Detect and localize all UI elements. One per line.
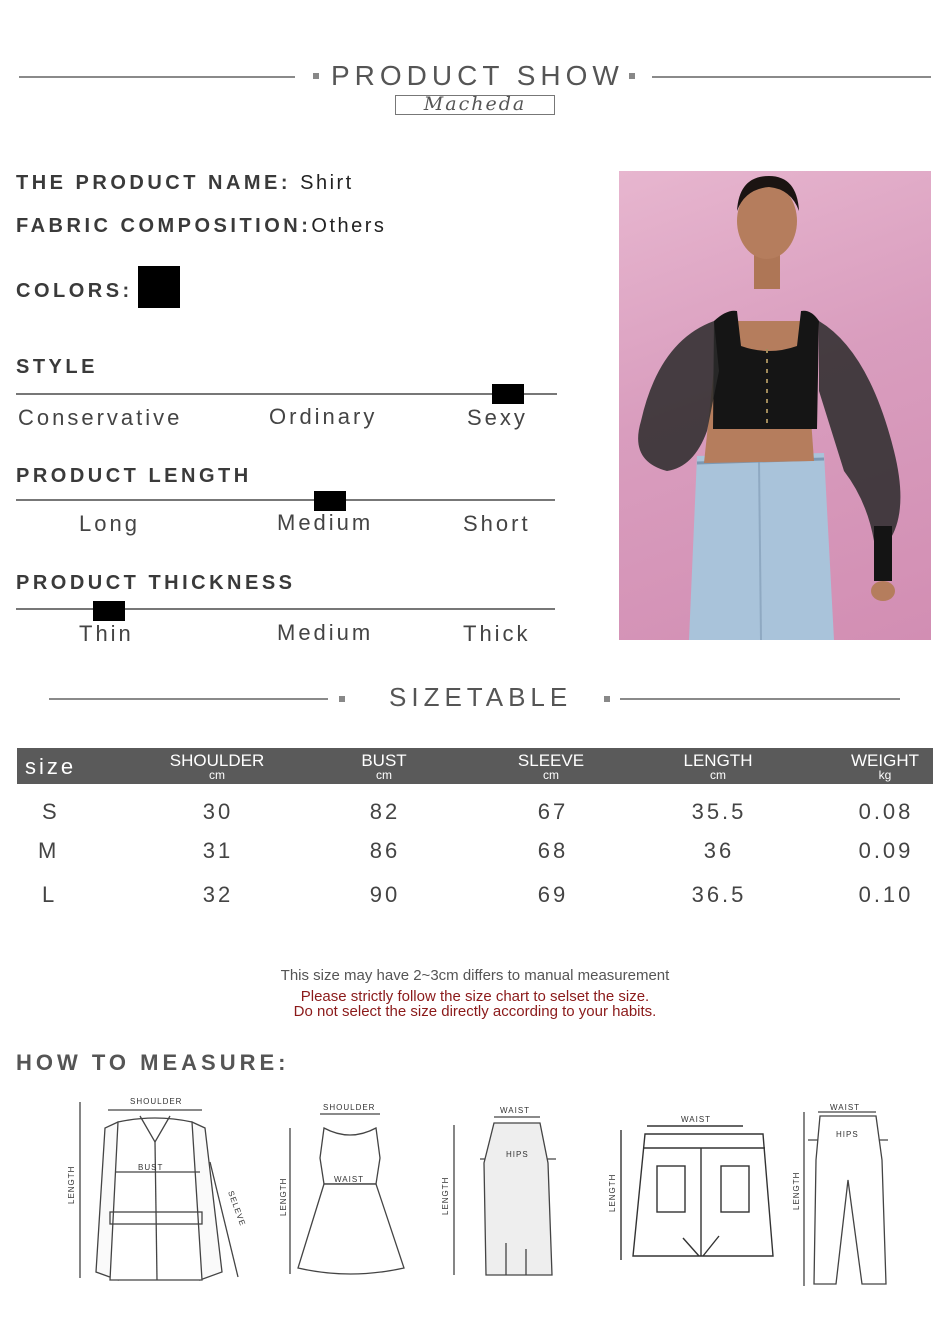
size-table-header <box>17 748 933 784</box>
jacket-shoulder-label: SHOULDER <box>130 1097 183 1106</box>
table-cell: 31 <box>202 838 234 863</box>
measurement-note: This size may have 2~3cm differs to manual measurement <box>280 967 670 984</box>
column-shoulder-name: SHOULDER <box>169 751 265 770</box>
product-name-label: THE PRODUCT NAME: <box>16 172 292 194</box>
product-photo[interactable] <box>619 171 931 640</box>
table-cell: 68 <box>537 838 569 863</box>
dress-diagram <box>276 1098 411 1280</box>
shorts-length-label: LENGTH <box>608 1173 617 1212</box>
style-option-conservative: Conservative <box>18 405 183 430</box>
column-sleeve-unit: cm <box>543 768 559 782</box>
table-cell: 36.5 <box>691 882 747 907</box>
column-bust <box>324 752 444 781</box>
product-name-row <box>16 172 354 195</box>
style-option-sexy: Sexy <box>467 405 528 430</box>
header-rule-left <box>19 76 295 78</box>
column-weight-name: WEIGHT <box>851 751 919 770</box>
dress-shoulder-label: SHOULDER <box>323 1103 376 1112</box>
shorts-diagram <box>603 1108 778 1268</box>
table-cell: 90 <box>369 882 401 907</box>
header-dot-left <box>313 73 319 79</box>
sizetable-rule-left <box>49 698 328 700</box>
thickness-scale-marker <box>93 601 125 621</box>
style-scale-track <box>16 393 557 395</box>
column-weight-unit: kg <box>878 768 892 782</box>
length-option-long: Long <box>79 511 140 536</box>
jacket-sleeve-label: SELEVE <box>226 1189 248 1228</box>
product-name-value: Shirt <box>300 172 354 194</box>
pants-waist-label: WAIST <box>830 1103 861 1112</box>
fabric-label: FABRIC COMPOSITION: <box>16 215 312 237</box>
header-dot-right <box>629 73 635 79</box>
row-size: L <box>42 882 55 907</box>
sizetable-rule-right <box>620 698 900 700</box>
column-sleeve <box>491 752 611 781</box>
jacket-length-label: LENGTH <box>67 1165 76 1204</box>
column-shoulder-unit: cm <box>209 768 225 782</box>
size-column-header: size <box>25 754 77 779</box>
column-sleeve-name: SLEEVE <box>517 751 585 770</box>
skirt-hips-label: HIPS <box>506 1150 529 1159</box>
page-title: PRODUCT SHOW <box>331 60 624 91</box>
length-scale-track <box>16 499 555 501</box>
table-cell: 0.10 <box>858 882 914 907</box>
table-cell: 30 <box>202 799 234 824</box>
table-cell: 67 <box>537 799 569 824</box>
table-cell: 32 <box>202 882 234 907</box>
style-scale-label: STYLE <box>16 356 98 378</box>
table-cell: 36 <box>703 838 735 863</box>
table-cell: 69 <box>537 882 569 907</box>
length-scale-label: PRODUCT LENGTH <box>16 465 252 487</box>
column-length-name: LENGTH <box>683 751 753 770</box>
color-swatch-black[interactable] <box>138 266 180 308</box>
thickness-option-thick: Thick <box>463 621 531 646</box>
length-option-medium: Medium <box>277 510 374 535</box>
column-bust-name: BUST <box>361 751 407 770</box>
dress-length-label: LENGTH <box>279 1177 288 1216</box>
length-scale-marker <box>314 491 346 511</box>
style-option-ordinary: Ordinary <box>269 404 378 429</box>
table-cell: 0.09 <box>858 838 914 863</box>
pants-hips-label: HIPS <box>836 1130 859 1139</box>
length-option-short: Short <box>463 511 531 536</box>
sizetable-title: SIZETABLE <box>389 682 573 712</box>
fabric-value: Others <box>311 215 387 237</box>
column-weight <box>825 752 945 781</box>
shorts-waist-label: WAIST <box>681 1115 712 1124</box>
table-cell: 0.08 <box>858 799 914 824</box>
how-to-measure-title: HOW TO MEASURE: <box>16 1050 290 1075</box>
sizetable-dot-left <box>339 696 345 702</box>
fabric-row <box>16 215 386 238</box>
colors-label: COLORS: <box>16 280 133 302</box>
header-rule-right <box>652 76 931 78</box>
skirt-waist-label: WAIST <box>500 1106 531 1115</box>
warning-line-1: Please strictly follow the size chart to selset the size. <box>300 988 650 1005</box>
thickness-option-medium: Medium <box>277 620 374 645</box>
column-bust-unit: cm <box>376 768 392 782</box>
style-scale-marker <box>492 384 524 404</box>
pants-diagram <box>790 1100 900 1290</box>
brand-name: Macheda <box>423 93 527 115</box>
warning-line-2: Do not select the size directly according to your habits. <box>293 1003 657 1020</box>
jacket-bust-label: BUST <box>138 1163 164 1172</box>
thickness-option-thin: Thin <box>79 621 134 646</box>
pants-length-label: LENGTH <box>792 1171 801 1210</box>
dress-waist-label: WAIST <box>334 1175 365 1184</box>
skirt-diagram <box>436 1103 566 1281</box>
table-cell: 86 <box>369 838 401 863</box>
thickness-scale-label: PRODUCT THICKNESS <box>16 572 296 594</box>
column-length-unit: cm <box>710 768 726 782</box>
row-size: M <box>38 838 57 863</box>
column-length <box>658 752 778 781</box>
sizetable-dot-right <box>604 696 610 702</box>
skirt-length-label: LENGTH <box>441 1176 450 1215</box>
table-cell: 82 <box>369 799 401 824</box>
row-size: S <box>42 799 57 824</box>
table-cell: 35.5 <box>691 799 747 824</box>
jacket-diagram <box>60 1092 248 1288</box>
column-shoulder <box>157 752 277 781</box>
